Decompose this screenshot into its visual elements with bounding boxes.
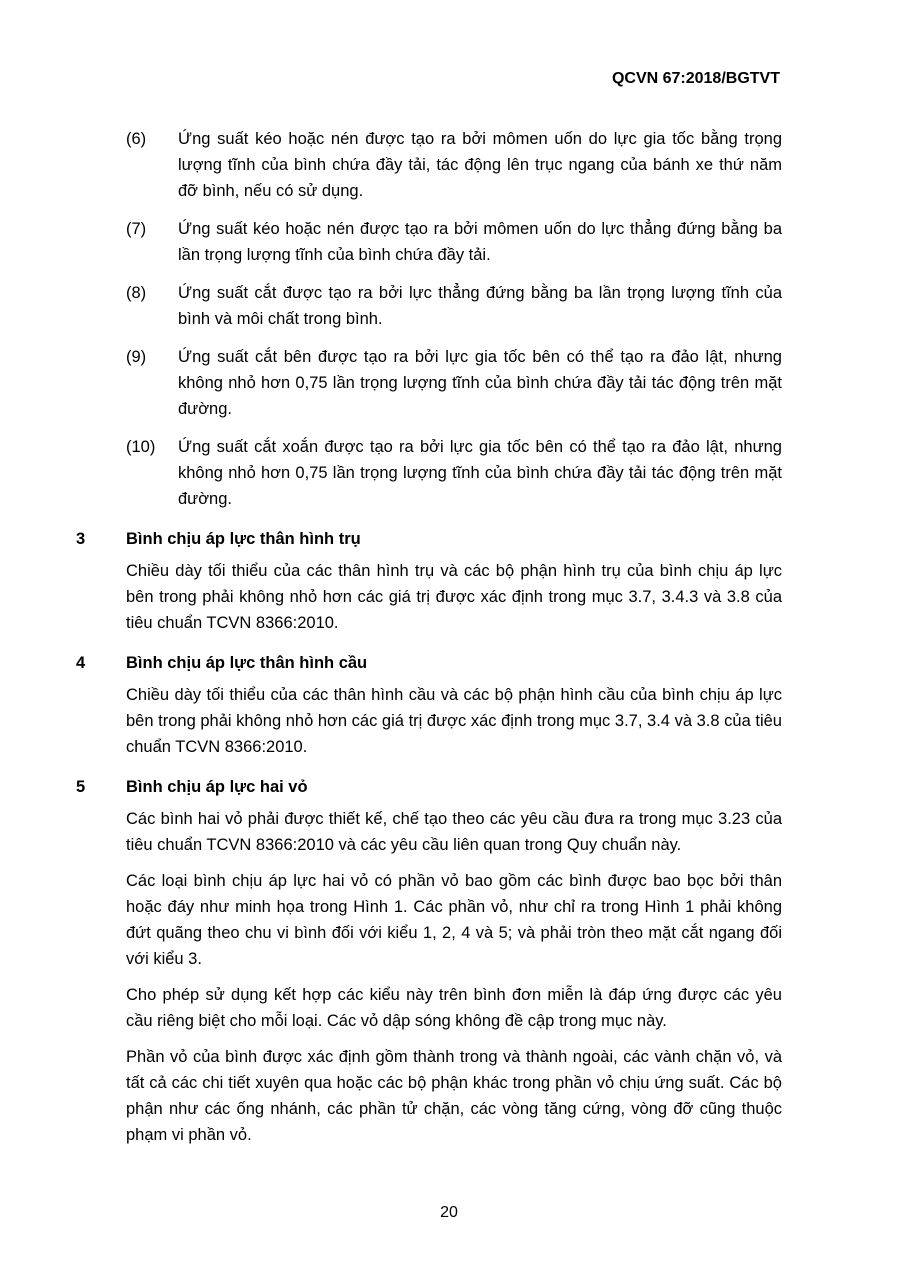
section-title: Bình chịu áp lực thân hình trụ [126, 530, 361, 548]
list-item [126, 126, 782, 204]
page-number: 20 [440, 1204, 458, 1221]
item-number: (9) [126, 348, 147, 366]
section-title: Bình chịu áp lực hai vỏ [126, 778, 308, 796]
section-4 [76, 650, 782, 760]
list-item [126, 216, 782, 268]
item-text: Ứng suất cắt bên được tạo ra bởi lực gia tốc bên có thể tạo ra đảo lật, nhưng không nhỏ hơn 0,75 lần trọng lượng tĩnh của bình chứa đầy tải tác động trên mặt đường. [178, 348, 782, 418]
list-item [126, 434, 782, 512]
item-number: (6) [126, 130, 147, 148]
paragraph: Phần vỏ của bình được xác định gồm thành trong và thành ngoài, các vành chặn vỏ, và tất cả các chi tiết xuyên qua hoặc các bộ phận khác trong phần vỏ chịu ứng suất. Các bộ phận như các ống nhánh, các phần tử chặn, các vòng tăng cứng, vòng đỡ cũng thuộc phạm vi phần vỏ. [126, 1048, 782, 1144]
section-heading [76, 650, 782, 676]
list-item [126, 344, 782, 422]
section-3 [76, 526, 782, 636]
item-number: (8) [126, 284, 147, 302]
paragraph: Các loại bình chịu áp lực hai vỏ có phần vỏ bao gồm các bình được bao bọc bởi thân hoặc đáy như minh họa trong Hình 1. Các phần vỏ, như chỉ ra trong Hình 1 phải không đứt quãng theo chu vi bình đối với kiểu 1, 2, 4 và 5; và phải tròn theo mặt cắt ngang đối với kiểu 3. [126, 872, 782, 968]
item-number: (7) [126, 220, 147, 238]
section-title: Bình chịu áp lực thân hình cầu [126, 654, 368, 672]
paragraph: Chiều dày tối thiểu của các thân hình cầu và các bộ phận hình cầu của bình chịu áp lực bên trong phải không nhỏ hơn các giá trị được xác định trong mục 3.7, 3.4 và 3.8 của tiêu chuẩn TCVN 8366:2010. [126, 686, 782, 756]
section-number: 4 [76, 654, 86, 672]
item-number: (10) [126, 438, 156, 456]
paragraph: Chiều dày tối thiểu của các thân hình trụ và các bộ phận hình trụ của bình chịu áp lực bên trong phải không nhỏ hơn các giá trị được xác định trong mục 3.7, 3.4.3 và 3.8 của tiêu chuẩn TCVN 8366:2010. [126, 562, 782, 632]
paragraph: Các bình hai vỏ phải được thiết kế, chế tạo theo các yêu cầu đưa ra trong mục 3.23 của tiêu chuẩn TCVN 8366:2010 và các yêu cầu liên quan trong Quy chuẩn này. [126, 810, 782, 854]
item-text: Ứng suất kéo hoặc nén được tạo ra bởi mômen uốn do lực thẳng đứng bằng ba lần trọng lượng tĩnh của bình chứa đầy tải. [178, 220, 782, 264]
item-text: Ứng suất cắt xoắn được tạo ra bởi lực gia tốc bên có thể tạo ra đảo lật, nhưng không nhỏ hơn 0,75 lần trọng lượng tĩnh của bình chứa đầy tải tác động trên mặt đường. [178, 438, 782, 508]
section-5 [76, 774, 782, 1148]
document-code: QCVN 67:2018/BGTVT [611, 70, 780, 87]
section-heading [76, 774, 782, 800]
section-number: 5 [76, 778, 86, 796]
section-heading [76, 526, 782, 552]
paragraph: Cho phép sử dụng kết hợp các kiểu này trên bình đơn miễn là đáp ứng được các yêu cầu riêng biệt cho mỗi loại. Các vỏ dập sóng không đề cập trong mục này. [126, 986, 782, 1030]
section-number: 3 [76, 530, 86, 548]
item-text: Ứng suất kéo hoặc nén được tạo ra bởi mômen uốn do lực gia tốc bằng trọng lượng tĩnh của bình chứa đầy tải, tác động lên trục ngang của bánh xe thứ năm đỡ bình, nếu có sử dụng. [178, 130, 782, 200]
page-content [76, 126, 782, 1158]
item-text: Ứng suất cắt được tạo ra bởi lực thẳng đứng bằng ba lần trọng lượng tĩnh của bình và môi chất trong bình. [178, 284, 782, 328]
list-item [126, 280, 782, 332]
